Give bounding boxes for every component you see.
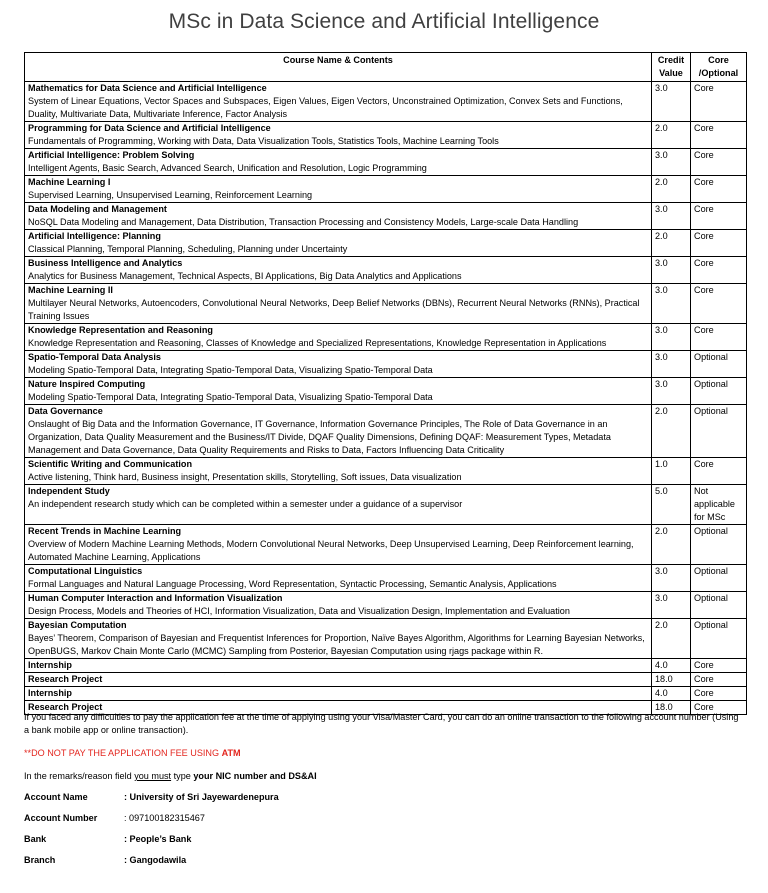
course-cell (25, 351, 652, 378)
core-optional-value: Core (691, 230, 747, 257)
credit-value: 4.0 (652, 687, 691, 701)
core-optional-value: Optional (691, 405, 747, 458)
course-contents: Classical Planning, Temporal Planning, Scheduling, Planning under Uncertainty (28, 244, 348, 254)
table-row (25, 673, 747, 687)
course-name: Mathematics for Data Science and Artificial Intelligence (28, 83, 267, 93)
course-contents: Supervised Learning, Unsupervised Learning, Reinforcement Learning (28, 190, 313, 200)
credit-value: 5.0 (652, 485, 691, 525)
course-name: Machine Learning I (28, 177, 111, 187)
credit-value: 2.0 (652, 405, 691, 458)
core-optional-value: Not applicable for MSc (691, 485, 747, 525)
branch-value: : Gangodawila (124, 855, 187, 865)
header-course: Course Name & Contents (25, 53, 652, 82)
course-contents: Overview of Modern Machine Learning Methods, Modern Convolutional Neural Networks, Deep Unsupervised Learning, Deep Reinforcement learning, Automated Machine Learning, Applications (28, 539, 634, 562)
table-row (25, 659, 747, 673)
core-optional-value: Core (691, 257, 747, 284)
core-optional-value: Core (691, 149, 747, 176)
table-row (25, 687, 747, 701)
course-name: Programming for Data Science and Artificial Intelligence (28, 123, 271, 133)
atm-warning (24, 747, 241, 760)
header-credit: Credit Value (652, 53, 691, 82)
credit-value: 3.0 (652, 565, 691, 592)
branch-label: Branch (24, 855, 56, 865)
course-contents: System of Linear Equations, Vector Spaces and Subspaces, Eigen Values, Eigen Vectors, Unconstrained Optimization, Convex Sets and Functions, Duality, Multivariate Data, Multivariate Inference, Factor Analysis (28, 96, 623, 119)
course-contents: Multilayer Neural Networks, Autoencoders, Convolutional Neural Networks, Deep Belief Networks (DBNs), Recurrent Neural Networks (RNNs), Practical Training Issues (28, 298, 640, 321)
course-contents: Analytics for Business Management, Technical Aspects, BI Applications, Big Data Analytics and Applications (28, 271, 462, 281)
credit-value: 2.0 (652, 176, 691, 203)
credit-value: 2.0 (652, 619, 691, 659)
course-name: Human Computer Interaction and Information Visualization (28, 593, 283, 603)
course-name: Internship (28, 688, 72, 698)
table-row (25, 351, 747, 378)
credit-value: 3.0 (652, 82, 691, 122)
course-name: Data Modeling and Management (28, 204, 167, 214)
course-cell (25, 673, 652, 687)
table-row (25, 378, 747, 405)
table-row (25, 619, 747, 659)
core-optional-value: Core (691, 659, 747, 673)
credit-value: 3.0 (652, 284, 691, 324)
core-optional-value: Optional (691, 565, 747, 592)
core-optional-value: Core (691, 687, 747, 701)
atm-warning-text: **DO NOT PAY THE APPLICATION FEE USING (24, 748, 222, 758)
course-cell (25, 176, 652, 203)
credit-value: 3.0 (652, 592, 691, 619)
course-cell (25, 82, 652, 122)
core-optional-value: Core (691, 82, 747, 122)
course-contents: Modeling Spatio-Temporal Data, Integrating Spatio-Temporal Data, Visualizing Spatio-Temporal Data (28, 365, 433, 375)
table-row (25, 257, 747, 284)
course-name: Artificial Intelligence: Problem Solving (28, 150, 195, 160)
course-contents: Active listening, Think hard, Business insight, Presentation skills, Storytelling, Soft issues, Data visualization (28, 472, 462, 482)
core-optional-value: Core (691, 324, 747, 351)
account-number-row (24, 812, 424, 825)
course-cell (25, 122, 652, 149)
course-contents: Design Process, Models and Theories of HCI, Information Visualization, Data and Visualization Design, Implementation and Evaluation (28, 606, 570, 616)
table-row (25, 230, 747, 257)
table-row (25, 82, 747, 122)
course-cell (25, 230, 652, 257)
core-optional-value: Core (691, 122, 747, 149)
table-row (25, 525, 747, 565)
table-row (25, 176, 747, 203)
course-cell (25, 284, 652, 324)
core-optional-value: Optional (691, 378, 747, 405)
course-cell (25, 619, 652, 659)
course-name: Machine Learning II (28, 285, 113, 295)
remarks-instruction (24, 770, 317, 783)
core-optional-value: Optional (691, 592, 747, 619)
core-optional-value: Optional (691, 525, 747, 565)
account-name-row (24, 791, 424, 804)
credit-value: 18.0 (652, 701, 691, 715)
course-contents: Bayes’ Theorem, Comparison of Bayesian and Frequentist Inferences for Proportion, Naïve Bayes Algorithm, Algorithms for Learning Bayesian Networks, OpenBUGS, Markov Chain Monte Carlo (MCMC) Sampling from Posterior, Bayesian Computation using rjags package within R. (28, 633, 645, 656)
course-contents: Fundamentals of Programming, Working with Data, Data Visualization Tools, Statistics Tools, Machine Learning Tools (28, 136, 499, 146)
bank-row (24, 833, 424, 846)
course-cell (25, 324, 652, 351)
atm-warning-emphasis: ATM (221, 748, 241, 758)
course-cell (25, 592, 652, 619)
course-cell (25, 485, 652, 525)
credit-value: 4.0 (652, 659, 691, 673)
course-cell (25, 149, 652, 176)
core-optional-value: Core (691, 458, 747, 485)
course-contents: Intelligent Agents, Basic Search, Advanced Search, Unification and Resolution, Logic Programming (28, 163, 427, 173)
credit-value: 3.0 (652, 324, 691, 351)
bank-value: : People’s Bank (124, 834, 192, 844)
course-cell (25, 525, 652, 565)
credit-value: 3.0 (652, 378, 691, 405)
credit-value: 3.0 (652, 257, 691, 284)
course-name: Nature Inspired Computing (28, 379, 146, 389)
credit-value: 3.0 (652, 203, 691, 230)
table-row (25, 485, 747, 525)
course-cell (25, 257, 652, 284)
table-row (25, 458, 747, 485)
course-name: Knowledge Representation and Reasoning (28, 325, 213, 335)
remarks-middle: type (171, 771, 194, 781)
table-row (25, 122, 747, 149)
payment-notes (24, 711, 746, 865)
course-table-body (25, 82, 747, 715)
course-contents: Knowledge Representation and Reasoning, Classes of Knowledge and Specialized Representations, Knowledge Representation in Applications (28, 338, 607, 348)
credit-value: 2.0 (652, 230, 691, 257)
core-optional-value: Core (691, 701, 747, 715)
account-number-label: Account Number (24, 813, 98, 823)
course-name: Bayesian Computation (28, 620, 127, 630)
table-row (25, 565, 747, 592)
remarks-underlined: you must (134, 771, 172, 781)
core-optional-value: Optional (691, 619, 747, 659)
course-cell (25, 203, 652, 230)
table-row (25, 592, 747, 619)
course-contents: Onslaught of Big Data and the Information Governance, IT Governance, Information Governance Principles, The Role of Data Governance in an Organization, Data Quality Measurement and the Business/IT Divide, DQAF Quality Dimensions, Defining DQAF: Measurement Types, Metadata Management and Data Governance, Data Quality Requirements and Risks to Data, Factors Influencing Data Criticality (28, 419, 611, 455)
course-cell (25, 687, 652, 701)
credit-value: 18.0 (652, 673, 691, 687)
course-contents: Modeling Spatio-Temporal Data, Integrating Spatio-Temporal Data, Visualizing Spatio-Temporal Data (28, 392, 433, 402)
course-name: Independent Study (28, 486, 110, 496)
table-header-row (25, 53, 747, 82)
credit-value: 3.0 (652, 149, 691, 176)
course-name: Artificial Intelligence: Planning (28, 231, 161, 241)
course-name: Business Intelligence and Analytics (28, 258, 183, 268)
course-contents: An independent research study which can be completed within a semester under a guidance of a supervisor (28, 499, 463, 509)
course-name: Spatio-Temporal Data Analysis (28, 352, 161, 362)
course-name: Research Project (28, 674, 103, 684)
page-title: MSc in Data Science and Artificial Intelligence (168, 10, 600, 33)
course-name: Scientific Writing and Communication (28, 459, 193, 469)
course-name: Research Project (28, 702, 103, 712)
table-row (25, 324, 747, 351)
core-optional-value: Core (691, 673, 747, 687)
course-cell (25, 405, 652, 458)
core-optional-value: Optional (691, 351, 747, 378)
course-cell (25, 458, 652, 485)
account-number-value: : 097100182315467 (124, 813, 205, 823)
course-cell (25, 659, 652, 673)
course-cell (25, 378, 652, 405)
course-contents: Formal Languages and Natural Language Processing, Word Representation, Syntactic Processing, Semantic Analysis, Applications (28, 579, 557, 589)
table-row (25, 203, 747, 230)
header-core: Core /Optional (691, 53, 747, 82)
core-optional-value: Core (691, 203, 747, 230)
branch-row (24, 854, 424, 867)
bank-label: Bank (24, 834, 47, 844)
table-row (25, 149, 747, 176)
course-table (24, 52, 747, 715)
payment-info: If you faced any difficulties to pay the application fee at the time of applying using your Visa/Master Card, you can do an online transaction to the following account number (Using a bank mobile app or online transaction). (24, 712, 739, 735)
credit-value: 1.0 (652, 458, 691, 485)
remarks-bold: your NIC number and DS&AI (193, 771, 317, 781)
course-name: Data Governance (28, 406, 103, 416)
course-name: Internship (28, 660, 72, 670)
table-row (25, 405, 747, 458)
credit-value: 3.0 (652, 351, 691, 378)
core-optional-value: Core (691, 176, 747, 203)
course-cell (25, 565, 652, 592)
account-name-value: : University of Sri Jayewardenepura (124, 792, 279, 802)
course-contents: NoSQL Data Modeling and Management, Data Distribution, Transaction Processing and Consistency Models, Large-scale Data Handling (28, 217, 579, 227)
course-name: Computational Linguistics (28, 566, 143, 576)
course-name: Recent Trends in Machine Learning (28, 526, 182, 536)
table-row (25, 284, 747, 324)
credit-value: 2.0 (652, 525, 691, 565)
credit-value: 2.0 (652, 122, 691, 149)
core-optional-value: Core (691, 284, 747, 324)
remarks-prefix: In the remarks/reason field (24, 771, 135, 781)
account-name-label: Account Name (24, 792, 88, 802)
